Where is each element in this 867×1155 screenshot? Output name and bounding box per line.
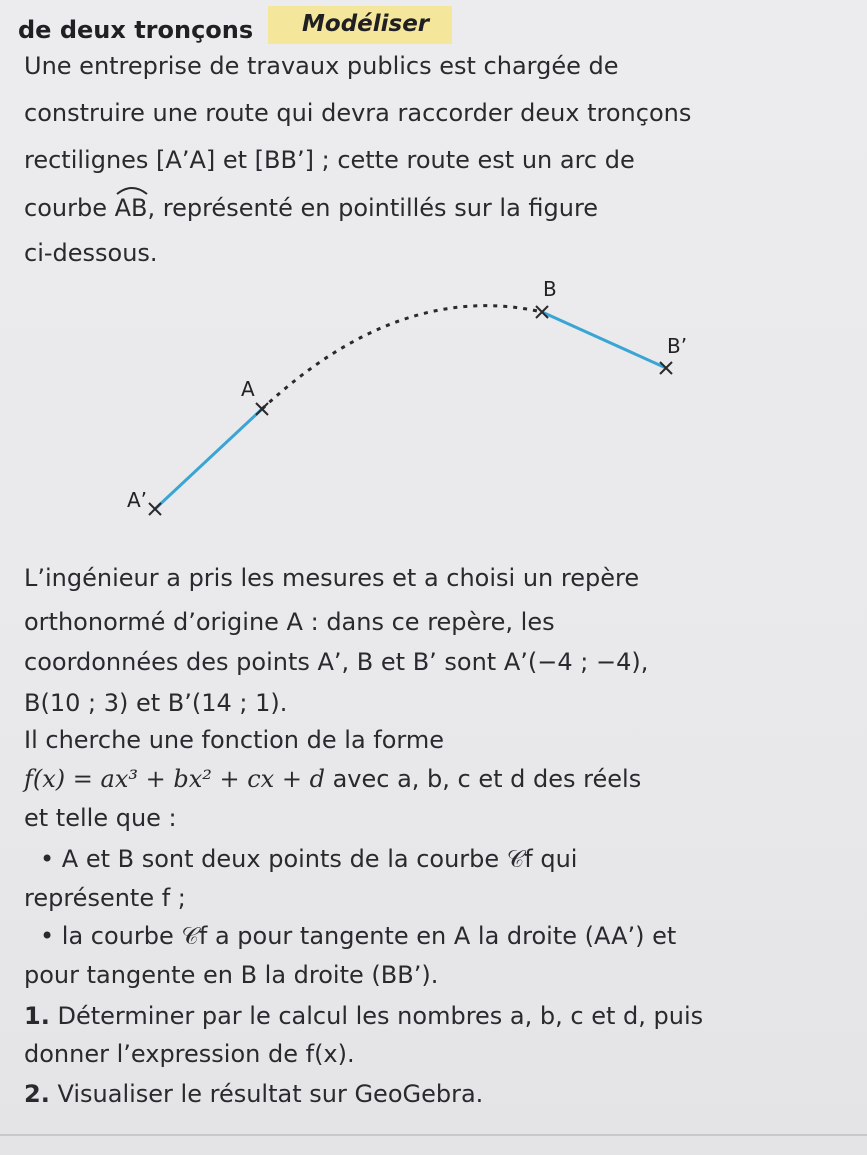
intro-line-3: rectilignes [A’A] et [BB’] ; cette route est un arc de [24,146,635,174]
bullet-1-line-1: • A et B sont deux points de la courbe 𝒞f qui [40,845,578,873]
label-a: A [241,377,255,401]
intro-line-5: ci-dessous. [24,239,158,267]
cubic-formula: f(x) = ax³ + bx² + cx + d [24,765,325,793]
cross-marker-a-prime [149,503,161,515]
question-1-text: Déterminer par le calcul les nombres a, b, c et d, puis [49,1002,704,1030]
arc-ab-label: AB [114,194,148,222]
cross-marker-b [536,306,548,318]
question-2-number: 2. [24,1080,50,1108]
cross-marker-b-prime [660,362,672,374]
label-a-prime: A’ [127,488,148,512]
body-line-3: coordonnées des points A’, B et B’ sont A’(−4 ; −4), [24,648,649,676]
arc-symbol-icon [115,184,149,196]
segment-b-b-prime [542,312,666,368]
bottom-divider [0,1134,867,1136]
bullet-1-line-2: représente f ; [24,884,186,912]
bullet-1-text: A et B sont deux points de la courbe 𝒞f qui [61,845,578,873]
formula-tail: avec a, b, c et d des réels [324,765,642,793]
intro-line-4-before: courbe [24,194,115,222]
body-line-1: L’ingénieur a pris les mesures et a choisi un repère [24,564,640,592]
body-line-2: orthonormé d’origine A : dans ce repère, les [24,608,555,636]
section-title: de deux tronçons [18,16,254,44]
cross-marker-a [256,403,268,415]
bullet-2-line-2: pour tangente en B la droite (BB’). [24,961,439,989]
bullet-2-line-1: • la courbe 𝒞f a pour tangente en A la droite (AA’) et [40,922,677,950]
question-1-number: 1. [24,1002,50,1030]
bullet-2-text: la courbe 𝒞f a pour tangente en A la droite (AA’) et [61,922,677,950]
road-figure [0,260,867,560]
formula-line [24,765,641,794]
question-1-line-2: donner l’expression de f(x). [24,1040,355,1068]
modeliser-tag [268,6,452,44]
dashed-arc-ab [262,306,542,409]
intro-line-2: construire une route qui devra raccorder deux tronçons [24,99,692,127]
body-line-4: B(10 ; 3) et B’(14 ; 1). [24,689,288,717]
question-2-text: Visualiser le résultat sur GeoGebra. [49,1080,484,1108]
intro-line-4 [24,192,598,223]
intro-line-1: Une entreprise de travaux publics est chargée de [24,52,619,80]
intro-line-4-after: , représenté en pointillés sur la figure [147,194,599,222]
label-b: B [543,277,557,301]
arc-ab-notation [115,192,148,223]
label-b-prime: B’ [667,334,688,358]
body-line-5: Il cherche une fonction de la forme [24,726,444,754]
question-1-line-1 [24,1002,703,1031]
body-line-7: et telle que : [24,804,177,832]
segment-a-prime-a [155,409,262,509]
question-2-line [24,1080,483,1109]
tag-label: Modéliser [302,11,430,37]
